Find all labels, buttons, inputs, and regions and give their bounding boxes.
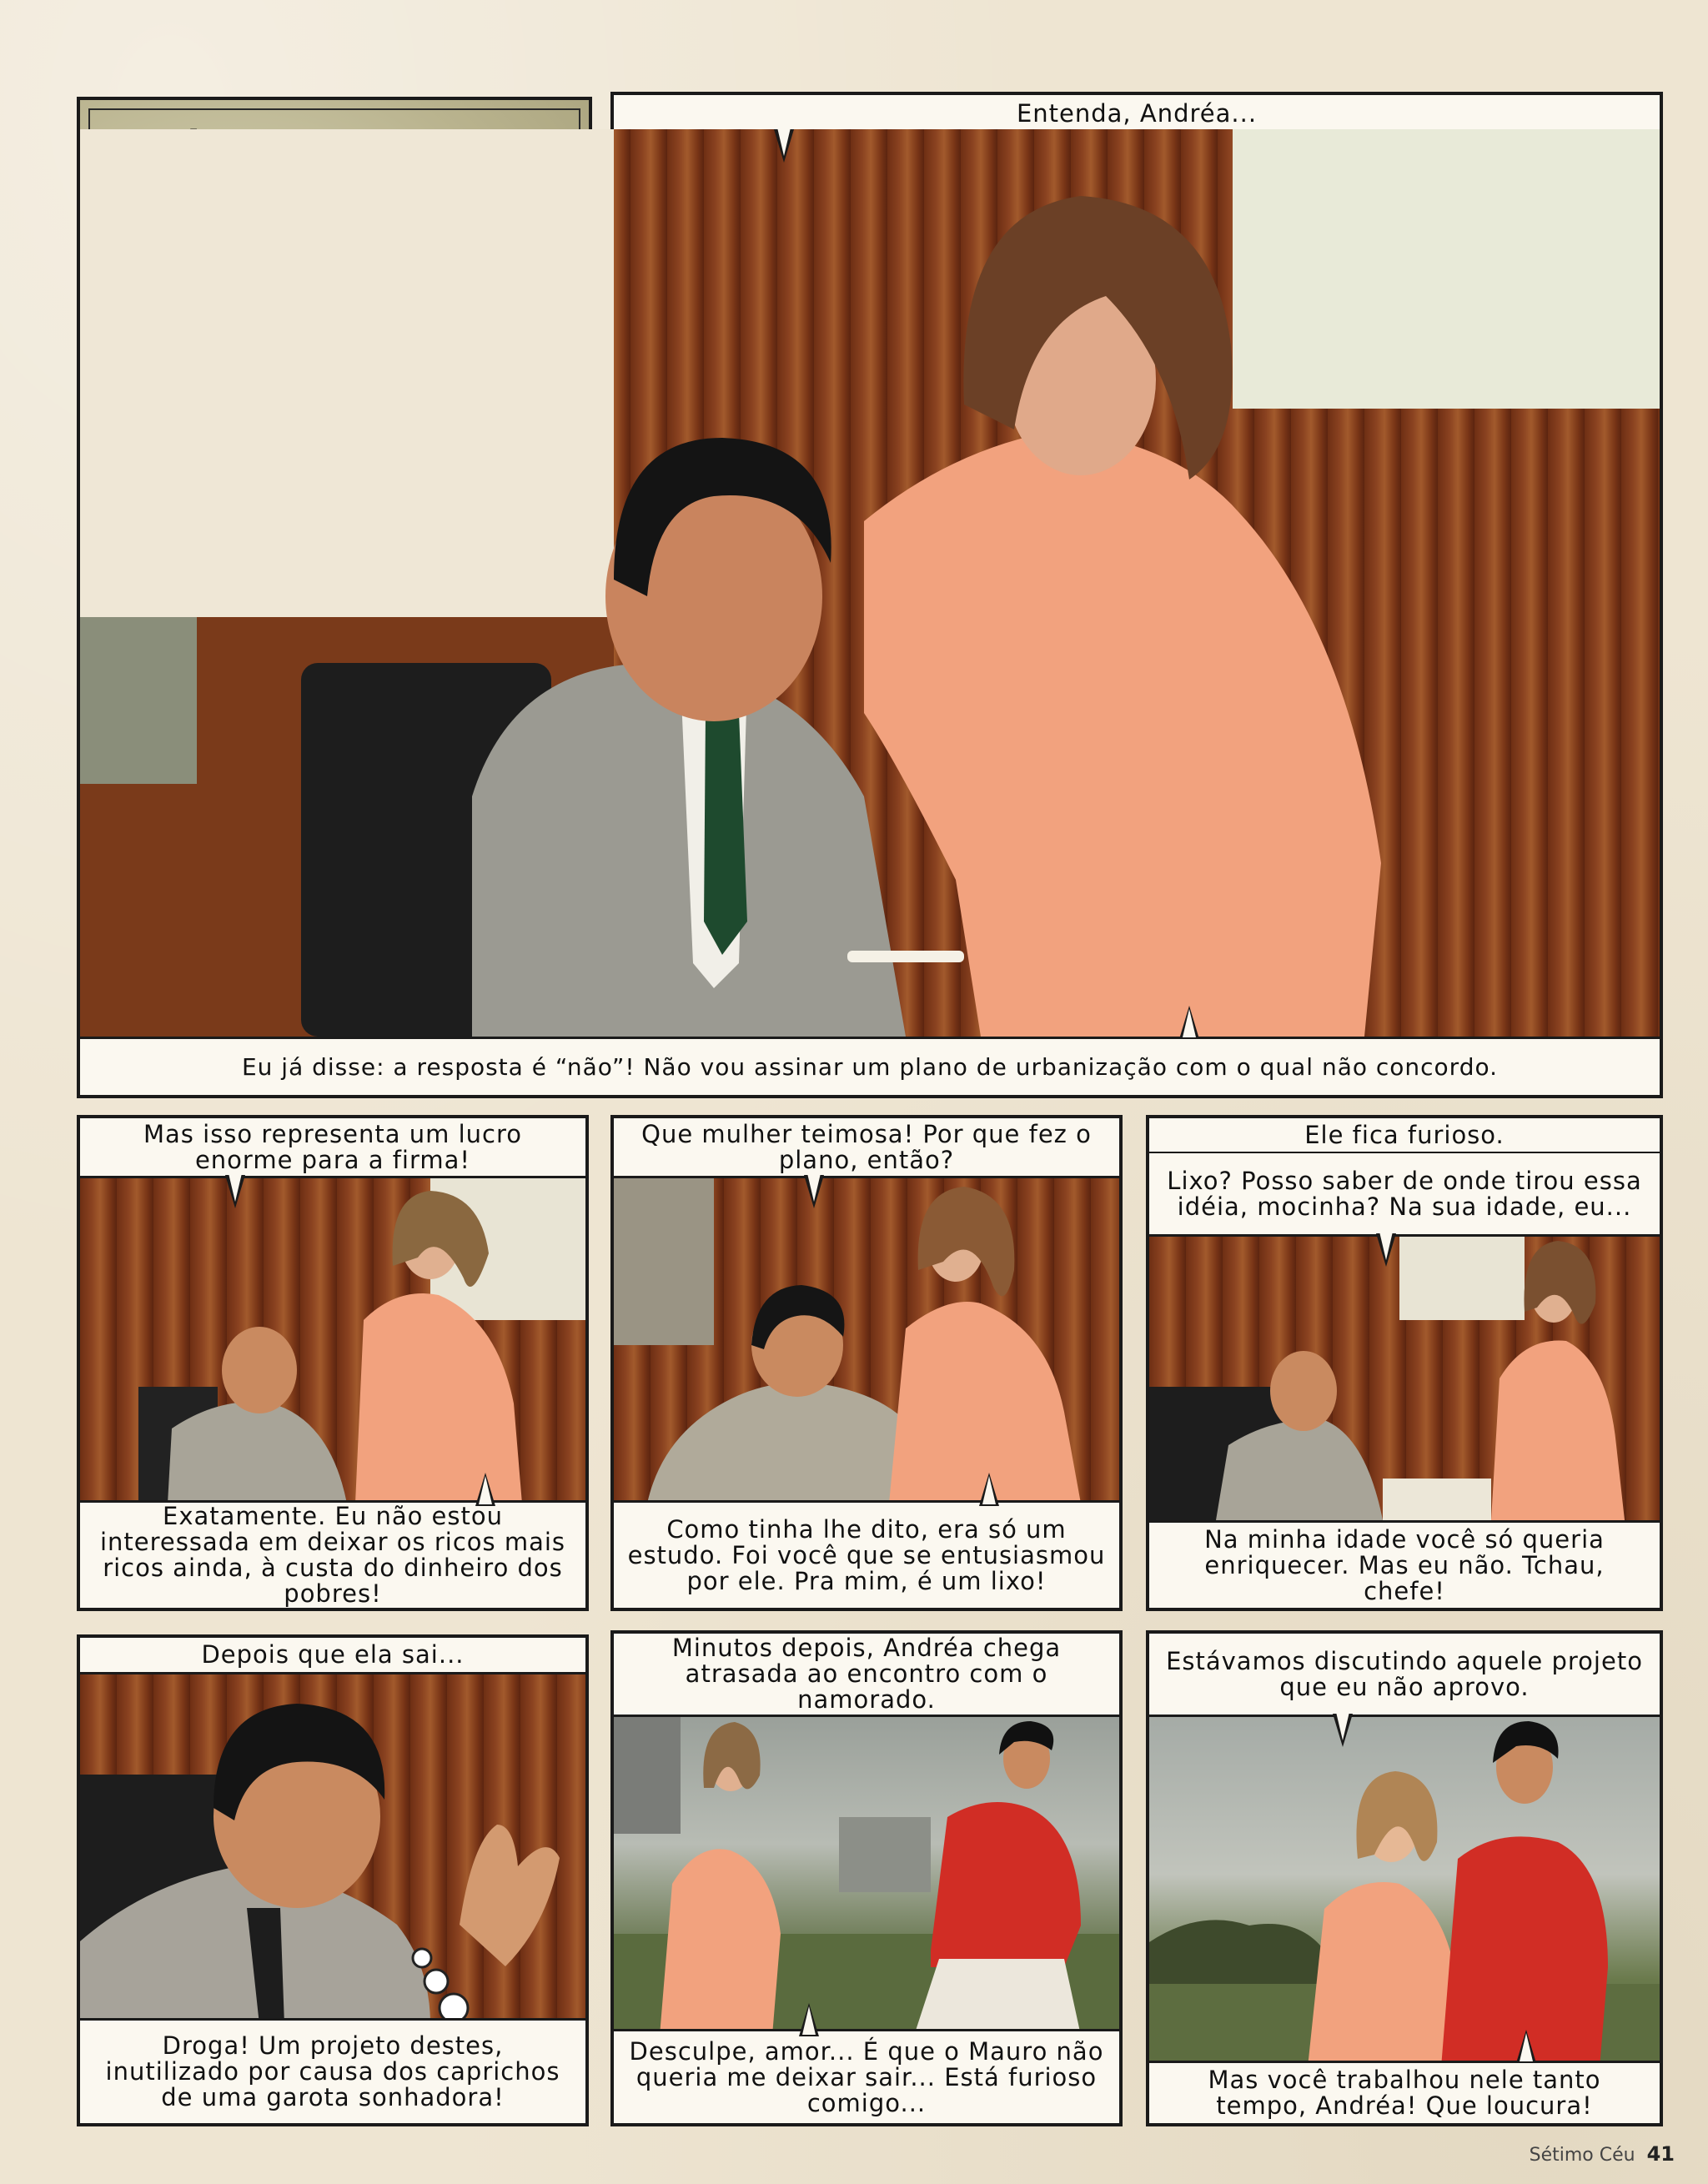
panel-1 [610, 92, 1663, 129]
woman-blouse [660, 1849, 781, 2036]
panel-4-scene [1149, 1237, 1660, 1520]
woman-hair [918, 1187, 1015, 1296]
panel-5-top-caption: Depois que ela sai... [80, 1638, 585, 1674]
panel-2-bottom-pointer [475, 1473, 495, 1506]
panel-7-photo [1149, 1717, 1660, 2067]
panel-3-bottom-pointer [979, 1473, 999, 1506]
woman-blouse [1308, 1882, 1458, 2067]
woman-blouse [864, 429, 1381, 1037]
panel-7-bottom-pointer [1516, 2030, 1536, 2063]
panel-7-scene [1149, 1717, 1660, 2067]
cigarette [847, 951, 964, 962]
wall-chart [1399, 1237, 1525, 1320]
panel-4-narration: Ele fica furioso. [1149, 1118, 1660, 1153]
panel-6-bottom-pointer [799, 2003, 819, 2036]
panel-5-photo [80, 1674, 585, 2025]
panel-1-photo [80, 129, 1660, 1037]
panel-3-top-caption: Que mulher teimosa! Por que fez o plano, então? [614, 1118, 1119, 1178]
man-suit [168, 1402, 347, 1504]
panel-3 [610, 1115, 1123, 1611]
office-scene [80, 129, 1660, 1037]
panel-7-bottom-caption: Mas você trabalhou nele tanto tempo, Andréa! Que loucura! [1149, 2061, 1660, 2123]
panel-5-scene [80, 1674, 585, 2025]
panel-6-photo [614, 1717, 1119, 2036]
man-raised-hand [460, 1825, 560, 1966]
window-pane [80, 617, 197, 784]
panel-1-image [77, 129, 1663, 1098]
panel-3-bottom-caption: Como tinha lhe dito, era só um estudo. Foi você que se entusiasmou por ele. Pra mim, é um lixo! [614, 1500, 1119, 1608]
panel-3-top-pointer [804, 1175, 824, 1208]
panel-2-top-pointer [225, 1175, 245, 1208]
magazine-name: Sétimo Céu [1529, 2145, 1635, 2166]
panel-3-scene [614, 1178, 1119, 1504]
panel-7-top-caption: Estávamos discutindo aquele projeto que eu não aprovo. [1149, 1634, 1660, 1717]
thought-bubble-1 [413, 1949, 431, 1967]
man-head [222, 1327, 297, 1413]
panel-gap [80, 129, 614, 617]
panel-2-scene [80, 1178, 585, 1504]
panel-1-bottom-caption: Eu já disse: a resposta é “não”! Não vou assinar um plano de urbanização com o qual não concordo. [80, 1037, 1660, 1095]
man-head [1270, 1351, 1337, 1431]
man-white-pants [914, 1959, 1081, 2036]
panel-6 [610, 1630, 1123, 2126]
panel-7-top-pointer [1333, 1714, 1353, 1747]
wall-chart [1233, 129, 1660, 409]
window-pane [614, 1178, 714, 1345]
panel-6-scene [614, 1717, 1119, 2036]
thought-bubble-2 [424, 1970, 448, 1993]
desk-papers [1383, 1479, 1491, 1520]
panel-4-top-pointer [1376, 1233, 1396, 1267]
panel-1-top-caption: Entenda, Andréa... [614, 95, 1660, 129]
panel-6-top-caption: Minutos depois, Andréa chega atrasada ao encontro com o namorado. [614, 1634, 1119, 1717]
building-left [614, 1717, 681, 1834]
panel-2-photo [80, 1178, 585, 1504]
panel-4-top-caption: Lixo? Posso saber de onde tirou essa idéia, mocinha? Na sua idade, eu... [1149, 1153, 1660, 1237]
panel-2 [77, 1115, 589, 1611]
trees [1149, 1920, 1324, 1984]
panel-3-photo [614, 1178, 1119, 1504]
panel-4 [1146, 1115, 1663, 1611]
panel-1-bottom-pointer [1179, 1006, 1199, 1039]
page-number: 41 [1646, 2142, 1675, 2166]
panel-2-bottom-caption: Exatamente. Eu não estou interessada em deixar os ricos mais ricos ainda, à custa do dinheiro dos pobres! [80, 1500, 585, 1608]
panel-7 [1146, 1630, 1663, 2126]
panel-5-bottom-caption: Droga! Um projeto destes, inutilizado por causa dos caprichos de uma garota sonhadora! [80, 2018, 585, 2123]
man-red-shirt [931, 1802, 1081, 1967]
panel-6-bottom-caption: Desculpe, amor... É que o Mauro não queria me deixar sair... Está furioso comigo... [614, 2029, 1119, 2123]
woman-blouse [355, 1293, 522, 1504]
panel-1-top-pointer [774, 129, 794, 163]
building-center [839, 1817, 931, 1892]
woman-blouse [1491, 1341, 1625, 1520]
panel-2-top-caption: Mas isso representa um lucro enorme para a firma! [80, 1118, 585, 1178]
page-footer [1530, 2142, 1675, 2166]
panel-4-photo [1149, 1237, 1660, 1520]
panel-5 [77, 1634, 589, 2126]
panel-4-bottom-caption: Na minha idade você só queria enriquecer. Mas eu não. Tchau, chefe! [1149, 1520, 1660, 1608]
